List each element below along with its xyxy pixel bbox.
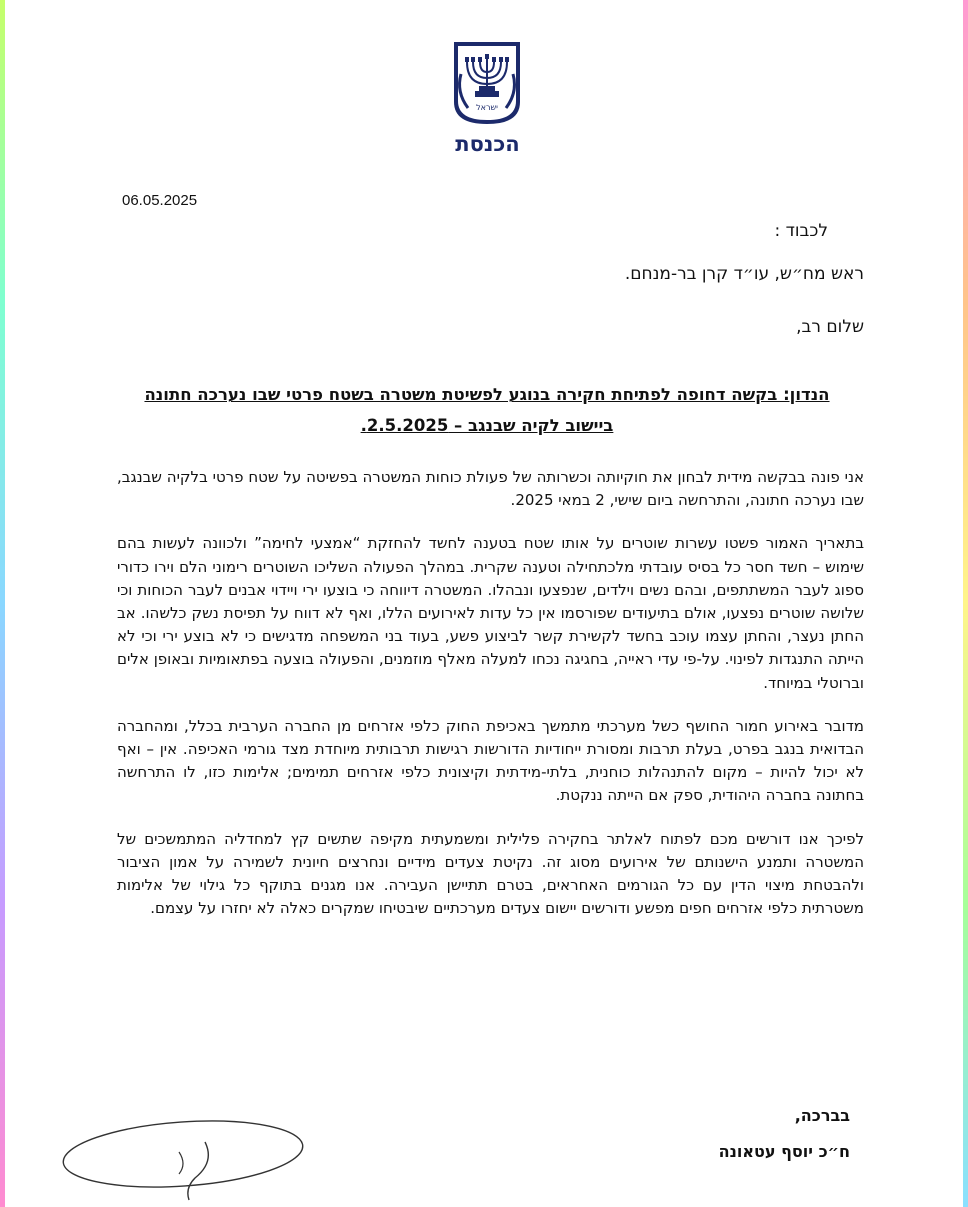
handwritten-signature	[55, 1112, 305, 1204]
subject-line-1: הנדון: בקשה דחופה לפתיחת חקירה בנוגע לפשיטת משטרה בשטח פרטי שבו נערכה חתונה	[144, 385, 830, 404]
institution-name: הכנסת	[455, 132, 520, 156]
to-label: לכבוד :	[774, 221, 828, 241]
body-paragraph: מדובר באירוע חמור החושף כשל מערכתי מתמשך באכיפת החוק כלפי אזרחים מן החברה הערבית בכלל, ומהחברה הבדואית בנגב בפרט, בעלת תרבות ומסורת ייחודיות הדורשות רגישות תרבותית מיוחדת מצד גורמי האכיפה. אין – ואף לא יכול להיות – מקום להתנהלות כוחנית, בלתי-מידתית וקיצונית כלפי אזרחים תמימים; אלימות כזו, לו התרחשה בחתונה בחברה היהודית, ספק אם הייתה ננקטת.	[117, 716, 864, 805]
svg-text:ישראל: ישראל	[476, 103, 498, 112]
left-color-border	[0, 0, 5, 1207]
body-paragraph: אני פונה בבקשה מידית לבחון את חוקיותה וכשרותה של פעולת כוחות המשטרה בפשיטה על שטח פרטי בלקיה שבנגב, שבו נערכה חתונה, והתרחשה ביום שישי, 2 במאי 2025.	[117, 468, 864, 510]
greeting: שלום רב,	[796, 317, 864, 337]
letter-date: 06.05.2025	[122, 192, 198, 209]
signer-name: ח״כ יוסף עטאונה	[718, 1142, 850, 1161]
recipient-line: ראש מח״ש, עו״ד קרן בר-מנחם.	[624, 264, 864, 284]
body-paragraph: בתאריך האמור פשטו עשרות שוטרים על אותו שטח בטענה לחשד להחזקת “אמצעי לחימה” ולכוונה לעשות בהם שימוש – חשד חסר כל בסיס עובדתי מלכתחילה וטענה שקרית. במהלך הפעולה השליכו השוטרים רימוני הלם וירו כדורי ספוג לעבר המשתתפים, ובהם נשים וילדים, שנפצעו ונבהלו. המשטרה דיווחה כי בוצעו ירי ויידוי אבנים לעבר הכוחות וכי שלושה שוטרים נפצעו, אולם בתיעודים שפורסמו אין כל עדות לאירועים הללו, ואף לא דווח על תפיסת נשק כלשהו. אב החתן נעצר, והחתן עצמו עוכב בחשד לקשירת קשר לביצוע פשע, בעוד בני המשפחה מדגישים כי לא בוצע ירי וכי לא הייתה התנגדות לפינוי. על-פי עדי ראייה, בחגיגה נכחו למעלה מאלף מוזמנים, והפעולה בוצעה בפתאומיות ובאופן אלים וברוטלי במיוחד.	[117, 534, 864, 692]
knesset-emblem-icon	[452, 40, 522, 126]
right-color-border	[963, 0, 968, 1207]
subject-heading	[110, 379, 864, 441]
subject-line-2: ביישוב לקיה שבנגב – 2.5.2025.	[360, 416, 614, 435]
body-paragraph: לפיכך אנו דורשים מכם לפתוח לאלתר בחקירה פלילית ומשמעתית מקיפה שתשים קץ למחדליה המתמשכים של המשטרה ותמנע הישנותם של אירועים מסוג זה. נקיטת צעדים מידיים ונחרצים חיונית לשמירה על אמון הציבור ולהבטחת מיצוי הדין עם כל הגורמים האחראים, בטרם תתיישן העבירה. אנו מגנים בתוקף כל גילוי של אלימות משטרתית כלפי אזרחים חפים מפשע ודורשים יישום צעדים מערכתיים שיבטיחו שמקרים כאלה לא יחזרו על עצמם.	[117, 829, 864, 918]
letter-body	[117, 466, 864, 940]
closing: בברכה,	[794, 1106, 850, 1125]
